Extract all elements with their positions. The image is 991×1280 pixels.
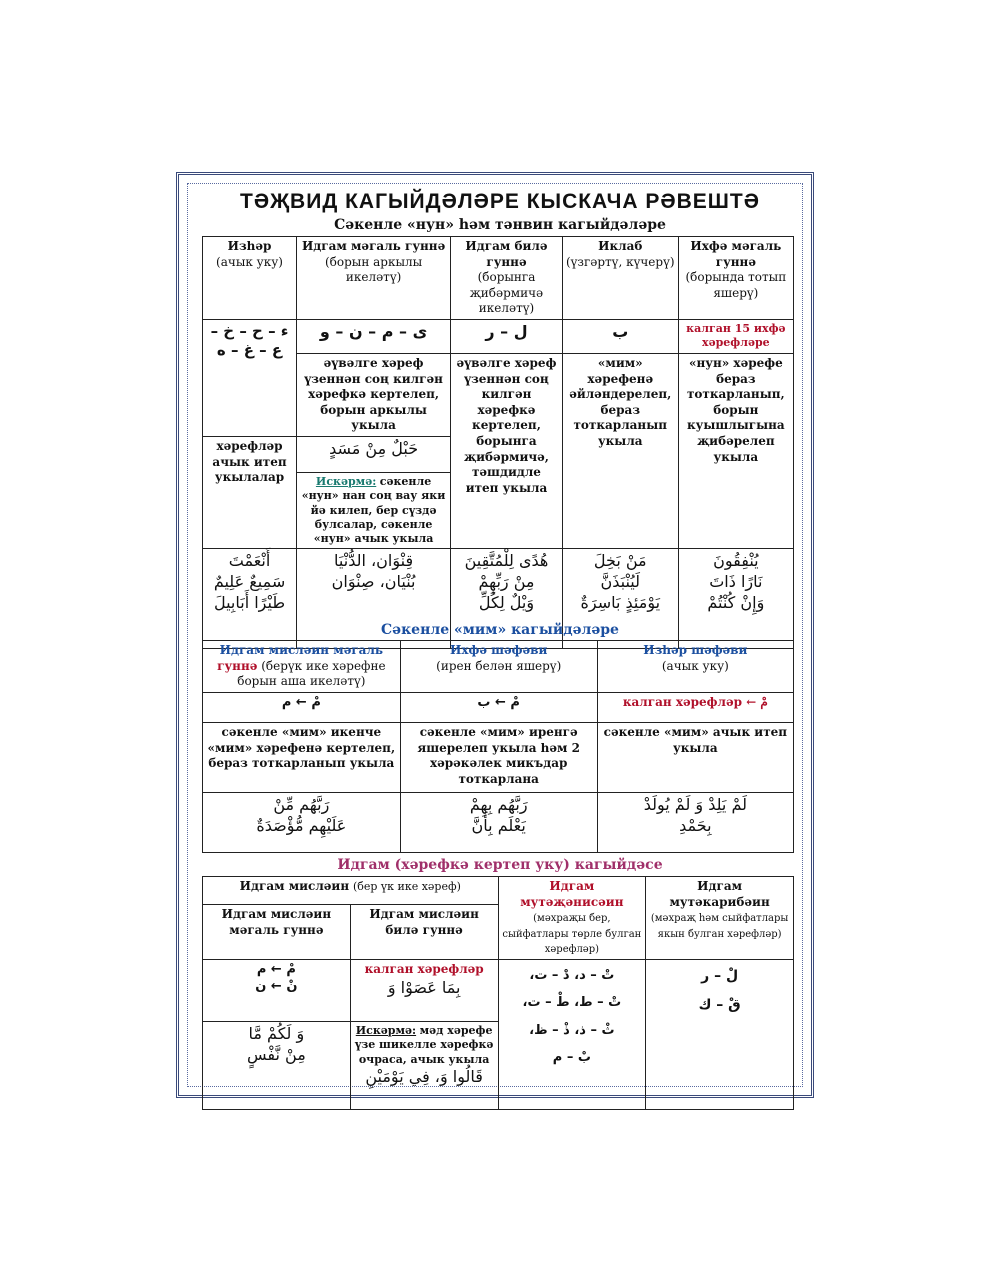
s2-examples-col2: رَبَّهُم بِهِمْ يَعْلَم بِأَنَّ: [400, 793, 597, 853]
s1-rule-3: әүвәлге хәреф үзеннән соң килгән хәрефкә кертелеп, борынга җибәрмичә, тәшдидле итеп укыла: [451, 353, 563, 548]
s2-rule-1: сәкенле «мим» икенче «мим» хәрефенә кертелеп, бераз тоткарланып укыла: [203, 723, 401, 793]
s1-header-2: Идгам мәгаль гуннә (борын аркылы икеләтү): [297, 237, 451, 320]
s1-rule-5: «нун» хәрефе бераз тоткарланып, борын куышлыгына җибәрелеп укыла: [678, 353, 793, 548]
s1-letters-5: калган 15 ихфә хәрефләре: [678, 319, 793, 353]
s1-letters-4: ب: [562, 319, 678, 353]
section1-table: [202, 236, 794, 649]
s1-rule-2: әүвәлге хәреф үзеннән соң килгән хәрефкә кертелеп, борын аркылы укыла: [297, 353, 451, 436]
s1-examples-col4: مَنْ بَخِلَ لَيُنْبَذَنَّ يَوْمَئِذٍ بَاسِرَةٌ: [562, 549, 678, 649]
s1-letters-3: ل – ر: [451, 319, 563, 353]
page-title: ТӘҖВИД КАГЫЙДӘЛӘРЕ КЫСКАЧА РӘВЕШТӘ: [240, 190, 760, 213]
s1-example-col2: حَبْلٌ مِنْ مَسَدٍ: [297, 436, 451, 472]
s3-col2-top: калган хәрефләр بِمَا عَصَوْا وَ: [350, 959, 498, 1021]
s3-col3-letters: تْ – د، دْ – ت، تْ – ط، طْ – ت، ثْ – ذ، ذْ – ظ، بْ – م: [498, 959, 646, 1109]
s1-header-3: Идгам билә гуннә (борынга җибәрмичә икеләтү): [451, 237, 563, 320]
s1-examples-col1: أَنْعَمْتَ سَمِيعٌ عَلِيمٌ طَيْرًا أَبَابِيلَ: [203, 549, 297, 649]
s3-header-1: Идгам мисләин мәгаль гуннә: [203, 905, 351, 960]
s2-header-1: Идгам мисләин мәгаль гуннә (берүк ике хәрефне борын аша икеләтү): [203, 641, 401, 693]
s1-examples-col2: قِنْوَان، الدُّنْيَا بُنْيَان، صِنْوَان: [297, 549, 451, 649]
s3-col1-letters: مْ ← م نْ ← ن: [203, 959, 351, 1021]
s3-header-3: Идгам мутәҗәнисәин (мәхраҗы бер, сыйфатлары төрле булган хәрефләр): [498, 877, 646, 960]
section2-title: Сәкенле «мим» кагыйдәләре: [381, 622, 619, 638]
s2-header-3: Изһәр шәфәви (ачык уку): [597, 641, 793, 693]
s3-note: Искәрмә: мәд хәрефе үзе шикелле хәрефкә очраса, ачык укыла قَالُوا وَ، فِي يَوْمَيْنِ: [350, 1021, 498, 1109]
s2-examples-col3: لَمْ يَلِدْ وَ لَمْ يُولَدْ بِحَمْدِ: [597, 793, 793, 853]
s3-col4-letters: لْ – ر قْ – ك: [646, 959, 794, 1109]
s2-header-2: Ихфә шәфәви (ирен белән яшерү): [400, 641, 597, 693]
s2-rule-2: сәкенле «мим» иренгә яшерелеп укыла һәм 2 хәрәкәлек микъдар тоткарлана: [400, 723, 597, 793]
s2-rule-3: сәкенле «мим» ачык итеп укыла: [597, 723, 793, 793]
s1-rule-1: хәрефләр ачык итеп укылалар: [203, 436, 297, 548]
section3-table: [202, 876, 794, 1110]
s1-examples-col5: يُنْفِقُونَ نَارًا ذَاتَ وَإِنْ كُنْتُمْ: [678, 549, 793, 649]
s1-letters-2: ى – م – ن – و: [297, 319, 451, 353]
s1-examples-col3: هُدًى لِلْمُتَّقِينَ مِنْ رَبِّهِمْ وَيْلٌ لِكُلِّ: [451, 549, 563, 649]
s3-group-header: Идгам мисләин (бер үк ике хәреф): [203, 877, 499, 905]
s3-col1-examples: وَ لَكُمْ مَّا مِنْ نَّفْسٍ: [203, 1021, 351, 1109]
s3-header-2: Идгам мисләин билә гуннә: [350, 905, 498, 960]
s1-letters-1: ء – ح – خ – ع – غ – ه: [203, 319, 297, 436]
s3-header-4: Идгам мутәкарибәин (мәхраҗ һәм сыйфатлары якын булган хәрефләр): [646, 877, 794, 960]
s2-letters-2: مْ ← ب: [400, 693, 597, 723]
section3-title: Идгам (хәрефкә кертеп уку) кагыйдәсе: [337, 857, 663, 873]
s2-letters-1: مْ ← م: [203, 693, 401, 723]
s1-header-1: Изһәр (ачык уку): [203, 237, 297, 320]
s1-note: Искәрмә: сәкенле «нун» нан соң вау яки йә килеп, бер сүздә булсалар, сәкенле «нун» ачык укыла: [297, 472, 451, 548]
s1-rule-4: «мим» хәрефенә әйләндерелеп, бераз тоткарланып укыла: [562, 353, 678, 548]
section2-table: [202, 640, 794, 853]
s2-examples-col1: رَبَّهُم مِّنْ عَلَيْهِم مُّؤْصَدَةٌ: [203, 793, 401, 853]
section1-title: Сәкенле «нун» һәм тәнвин кагыйдәләре: [334, 217, 666, 233]
s1-header-5: Ихфә мәгаль гуннә (борында тотып яшерү): [678, 237, 793, 320]
s2-letters-3: калган хәрефләр ← مْ: [597, 693, 793, 723]
s1-header-4: Иклаб (үзгәртү, күчерү): [562, 237, 678, 320]
